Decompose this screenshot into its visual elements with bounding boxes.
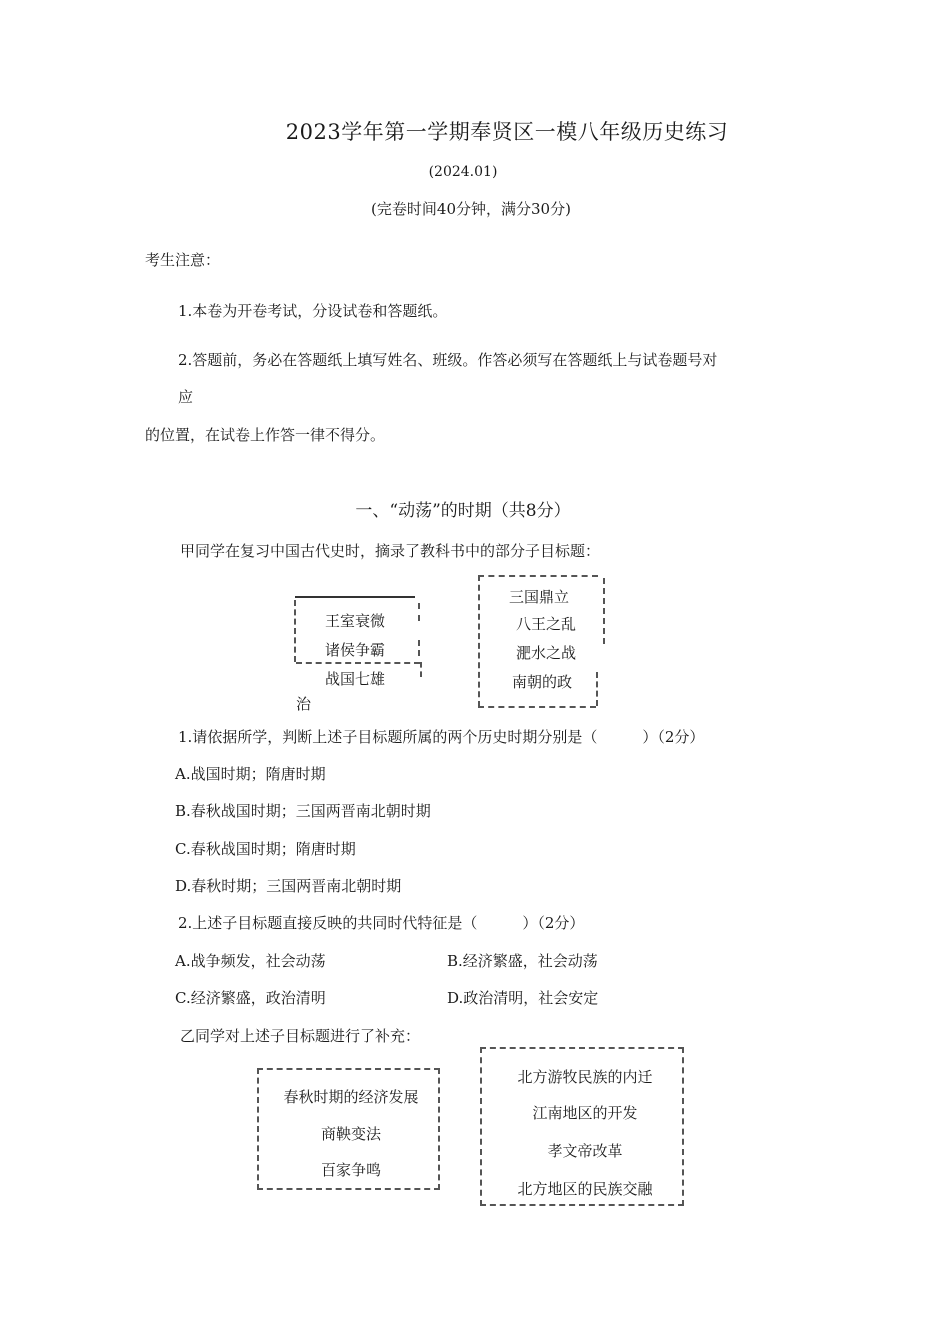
notice-heading: 考生注意： xyxy=(145,251,221,269)
page-title: 2023学年第一学期奉贤区一模八年级历史练习 xyxy=(285,120,729,144)
question-2-option-c: C.经济繁盛，政治清明 xyxy=(175,989,326,1007)
question-2-option-b: B.经济繁盛，社会动荡 xyxy=(447,952,598,970)
notice-item-2-line-1: 2.答题前，务必在答题纸上填写姓名、班级。作答必须写在答题纸上与试卷题号对 xyxy=(178,351,718,369)
excerpt-left-item: 治 xyxy=(296,695,312,713)
supplement-intro: 乙同学对上述子目标题进行了补充： xyxy=(180,1027,421,1045)
supplement-left-item: 商鞅变法 xyxy=(320,1125,382,1143)
question-1-option-a: A.战国时期；隋唐时期 xyxy=(175,765,326,783)
question-1-option-c: C.春秋战国时期；隋唐时期 xyxy=(175,840,356,858)
question-2-option-a: A.战争频发，社会动荡 xyxy=(175,952,326,970)
question-1-option-b: B.春秋战国时期；三国两晋南北朝时期 xyxy=(175,802,431,820)
excerpt-left-item: 战国七雄 xyxy=(325,670,386,688)
supplement-right-item: 孝文帝改革 xyxy=(547,1142,623,1160)
exam-info: (完卷时间40分钟，满分30分) xyxy=(371,200,571,218)
excerpt-right-item: 淝水之战 xyxy=(516,644,577,662)
supplement-left-item: 百家争鸣 xyxy=(320,1161,382,1179)
question-1-stem: 1.请依据所学，判断上述子目标题所属的两个历史时期分别是（ ）（2分） xyxy=(178,728,705,746)
excerpt-left-item: 王室衰微 xyxy=(325,612,386,630)
excerpt-left-item: 诸侯争霸 xyxy=(325,641,386,659)
excerpt-right-item: 南朝的政 xyxy=(512,673,573,691)
notice-item-1: 1.本卷为开卷考试，分设试卷和答题纸。 xyxy=(178,302,448,320)
supplement-right-item: 江南地区的开发 xyxy=(532,1104,638,1122)
section-heading: 一、“动荡”的时期（共8分） xyxy=(355,501,571,521)
excerpt-right-item: 八王之乱 xyxy=(516,615,577,633)
excerpt-right-item: 三国鼎立 xyxy=(509,588,570,606)
section-intro: 甲同学在复习中国古代史时，摘录了教科书中的部分子目标题： xyxy=(180,542,601,560)
question-2-option-d: D.政治清明，社会安定 xyxy=(447,989,599,1007)
notice-item-2-line-3: 的位置，在试卷上作答一律不得分。 xyxy=(145,426,386,444)
notice-item-2-line-2: 应 xyxy=(178,388,194,406)
supplement-left-item: 春秋时期的经济发展 xyxy=(283,1088,419,1106)
exam-date: (2024.01) xyxy=(428,164,498,180)
question-1-option-d: D.春秋时期；三国两晋南北朝时期 xyxy=(175,877,402,895)
supplement-right-item: 北方游牧民族的内迁 xyxy=(517,1068,653,1086)
question-2-stem: 2.上述子目标题直接反映的共同时代特征是（ ）（2分） xyxy=(178,914,585,932)
supplement-right-item: 北方地区的民族交融 xyxy=(517,1180,653,1198)
